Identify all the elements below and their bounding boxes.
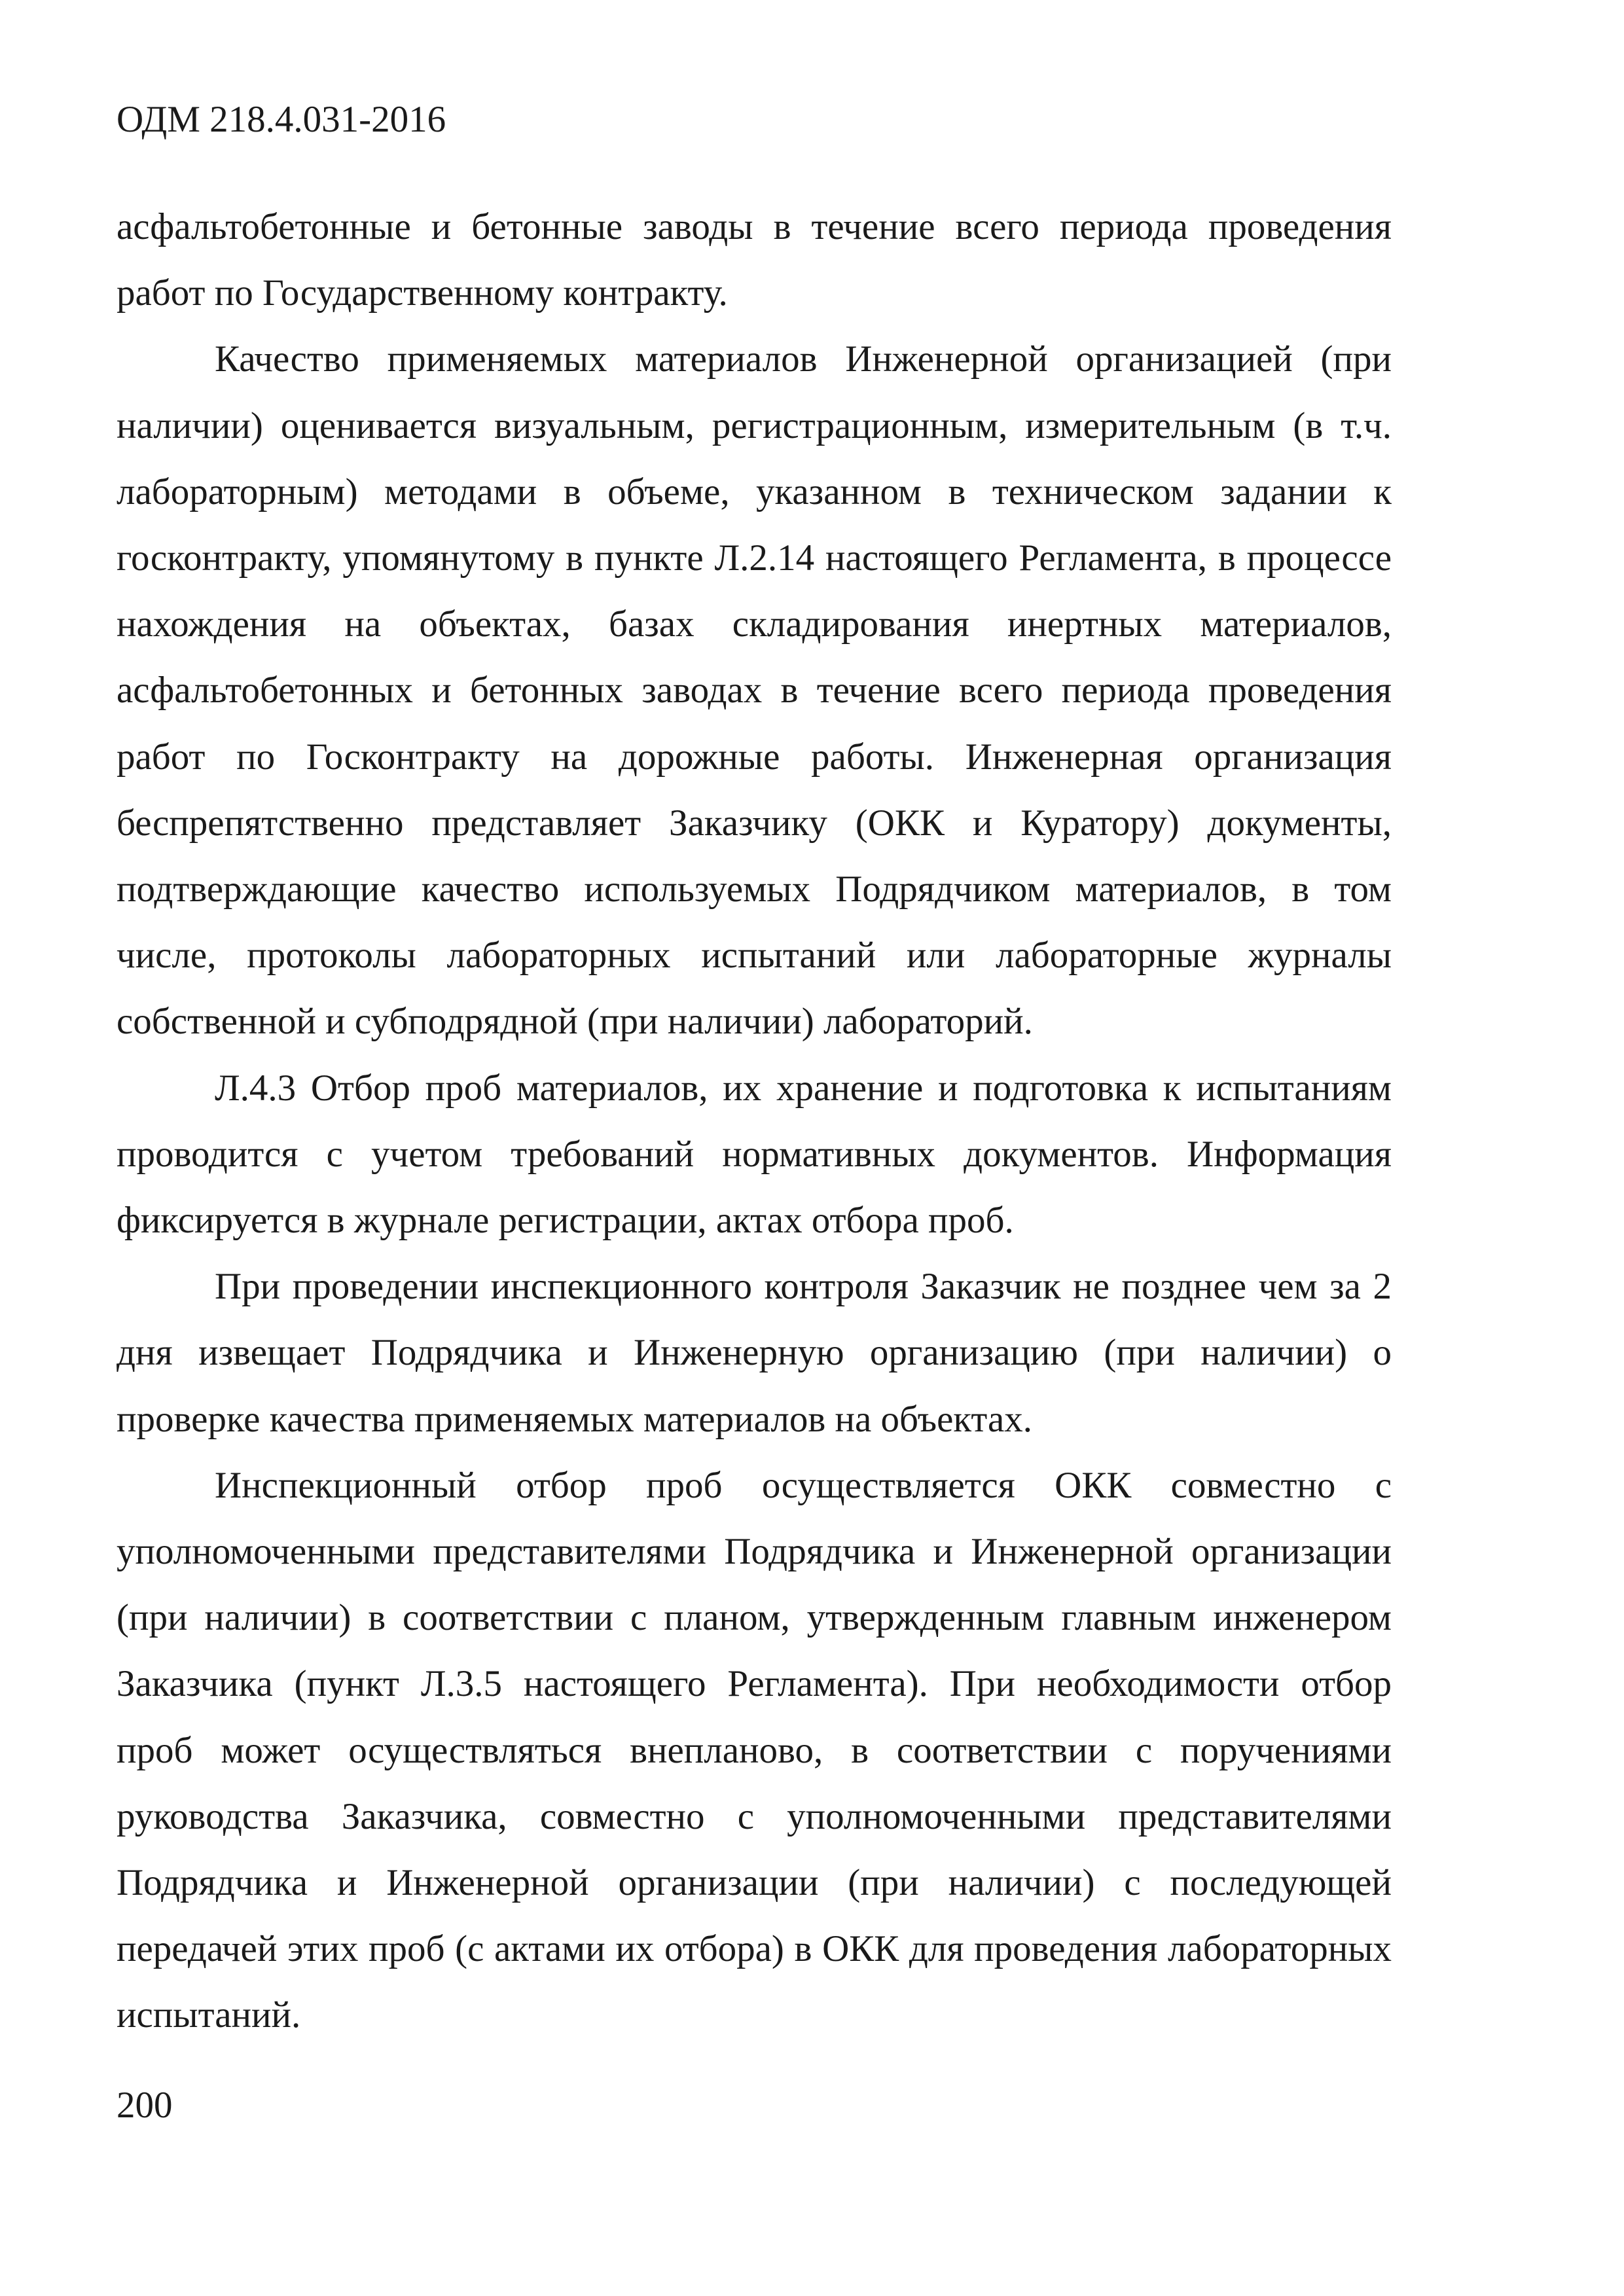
page-number: 200 [117, 2085, 173, 2126]
paragraph-inspection-sampling: Инспекционный отбор проб осуществляется ОКК совместно с уполномоченными представителями Подрядчика и Инженерной организации (при наличии) в соответствии с планом, утвержденным главным инженером Заказчика (пункт Л.3.5 настоящего Регламента). При необходимости отбор проб может осуществляться внепланово, в соответствии с поручениями руководства Заказчика, совместно с уполномоченными представителями Подрядчика и Инженерной организации (при наличии) с последующей передачей этих проб (с актами их отбора) в ОКК для проведения лабораторных испытаний. [117, 1464, 1392, 2036]
paragraph-inspection-notice: При проведении инспекционного контроля Заказчик не позднее чем за 2 дня извещает Подрядчика и Инженерную организацию (при наличии) о проверке качества применяемых материалов на объектах. [117, 1266, 1392, 1440]
paragraph-material-quality: Качество применяемых материалов Инженерной организацией (при наличии) оценивается визуальным, регистрационным, измерительным (в т.ч. лабораторным) методами в объеме, указанном в техническом задании к госконтракту, упомянутому в пункте Л.2.14 настоящего Регламента, в процессе нахождения на объектах, базах складирования инертных материалов, асфальтобетонных и бетонных заводах в течение всего периода проведения работ по Госконтракту на дорожные работы. Инженерная организация беспрепятственно представляет Заказчику (ОКК и Куратору) документы, подтверждающие качество используемых Подрядчиком материалов, в том числе, протоколы лабораторных испытаний или лабораторные журналы собственной и субподрядной (при наличии) лабораторий. [117, 338, 1392, 1043]
paragraph-section-l43: Л.4.3 Отбор проб материалов, их хранение и подготовка к испытаниям проводится с учетом требований нормативных документов. Информация фиксируется в журнале регистрации, актах отбора проб. [117, 1067, 1392, 1242]
paragraph-continuation: асфальтобетонные и бетонные заводы в течение всего периода проведения работ по Государственному контракту. [117, 206, 1392, 314]
body-text [117, 194, 1392, 2049]
document-code-header: ОДМ 218.4.031-2016 [117, 99, 446, 140]
